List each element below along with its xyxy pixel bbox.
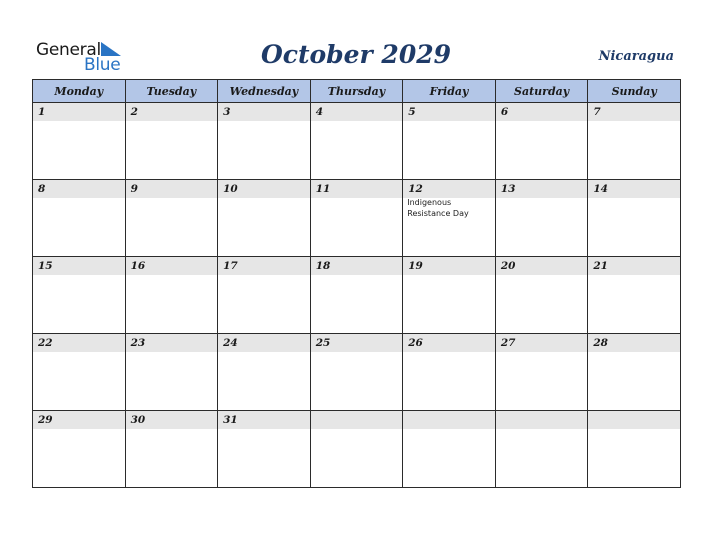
weekday-header: Tuesday bbox=[125, 80, 218, 103]
week-row bbox=[33, 103, 681, 180]
weekday-header: Thursday bbox=[310, 80, 403, 103]
day-cell bbox=[33, 334, 126, 411]
day-cell bbox=[125, 103, 218, 180]
empty-day-cell bbox=[310, 411, 403, 488]
empty-day-cell bbox=[588, 411, 681, 488]
day-cell bbox=[33, 180, 126, 257]
day-number: 11 bbox=[311, 180, 403, 198]
day-number: 17 bbox=[218, 257, 310, 275]
day-number: 15 bbox=[33, 257, 125, 275]
day-cell bbox=[588, 180, 681, 257]
weekday-header-row bbox=[33, 80, 681, 103]
calendar-grid bbox=[32, 79, 681, 488]
day-cell bbox=[310, 103, 403, 180]
week-row bbox=[33, 334, 681, 411]
weekday-header: Monday bbox=[33, 80, 126, 103]
day-number: 10 bbox=[218, 180, 310, 198]
day-number: 9 bbox=[126, 180, 218, 198]
day-cell bbox=[125, 257, 218, 334]
day-number: 7 bbox=[588, 103, 680, 121]
day-cell bbox=[218, 257, 311, 334]
logo-word-blue: Blue bbox=[84, 55, 121, 75]
day-number: 2 bbox=[126, 103, 218, 121]
day-number: 3 bbox=[218, 103, 310, 121]
day-number: 13 bbox=[496, 180, 588, 198]
weekday-header: Wednesday bbox=[218, 80, 311, 103]
day-number: 18 bbox=[311, 257, 403, 275]
day-cell bbox=[33, 257, 126, 334]
day-number: 26 bbox=[403, 334, 495, 352]
day-number: 25 bbox=[311, 334, 403, 352]
day-cell bbox=[218, 411, 311, 488]
day-cell bbox=[218, 103, 311, 180]
day-cell bbox=[125, 411, 218, 488]
day-cell bbox=[588, 257, 681, 334]
day-cell bbox=[125, 334, 218, 411]
weekday-header: Sunday bbox=[588, 80, 681, 103]
empty-day-cell bbox=[495, 411, 588, 488]
day-number bbox=[588, 411, 680, 429]
day-cell bbox=[33, 411, 126, 488]
day-cell bbox=[403, 180, 496, 257]
day-cell bbox=[310, 334, 403, 411]
day-number: 8 bbox=[33, 180, 125, 198]
day-number: 30 bbox=[126, 411, 218, 429]
day-number: 4 bbox=[311, 103, 403, 121]
day-cell bbox=[495, 180, 588, 257]
day-number bbox=[496, 411, 588, 429]
day-number: 16 bbox=[126, 257, 218, 275]
day-cell bbox=[588, 334, 681, 411]
day-cell bbox=[310, 180, 403, 257]
day-cell bbox=[218, 180, 311, 257]
day-number bbox=[403, 411, 495, 429]
day-cell bbox=[403, 103, 496, 180]
day-cell bbox=[218, 334, 311, 411]
weekday-header: Saturday bbox=[495, 80, 588, 103]
day-number: 22 bbox=[33, 334, 125, 352]
week-row bbox=[33, 411, 681, 488]
week-row bbox=[33, 180, 681, 257]
day-number: 24 bbox=[218, 334, 310, 352]
country-label: Nicaragua bbox=[598, 49, 674, 64]
day-number: 19 bbox=[403, 257, 495, 275]
day-cell bbox=[125, 180, 218, 257]
day-cell bbox=[495, 103, 588, 180]
day-cell bbox=[310, 257, 403, 334]
empty-day-cell bbox=[403, 411, 496, 488]
day-number: 21 bbox=[588, 257, 680, 275]
day-number: 6 bbox=[496, 103, 588, 121]
day-number: 12 bbox=[403, 180, 495, 198]
day-cell bbox=[588, 103, 681, 180]
day-number: 29 bbox=[33, 411, 125, 429]
day-cell bbox=[495, 257, 588, 334]
weekday-header: Friday bbox=[403, 80, 496, 103]
day-number: 5 bbox=[403, 103, 495, 121]
day-cell bbox=[403, 334, 496, 411]
day-cell bbox=[403, 257, 496, 334]
day-cell bbox=[33, 103, 126, 180]
day-number: 14 bbox=[588, 180, 680, 198]
day-number: 20 bbox=[496, 257, 588, 275]
logo-word-general: General bbox=[36, 40, 101, 60]
day-number: 31 bbox=[218, 411, 310, 429]
day-number: 28 bbox=[588, 334, 680, 352]
holiday-event: Indigenous Resistance Day bbox=[407, 198, 469, 218]
page-title: October 2029 bbox=[260, 40, 452, 69]
day-number bbox=[311, 411, 403, 429]
day-cell bbox=[495, 334, 588, 411]
week-row bbox=[33, 257, 681, 334]
day-number: 1 bbox=[33, 103, 125, 121]
day-number: 23 bbox=[126, 334, 218, 352]
day-number: 27 bbox=[496, 334, 588, 352]
